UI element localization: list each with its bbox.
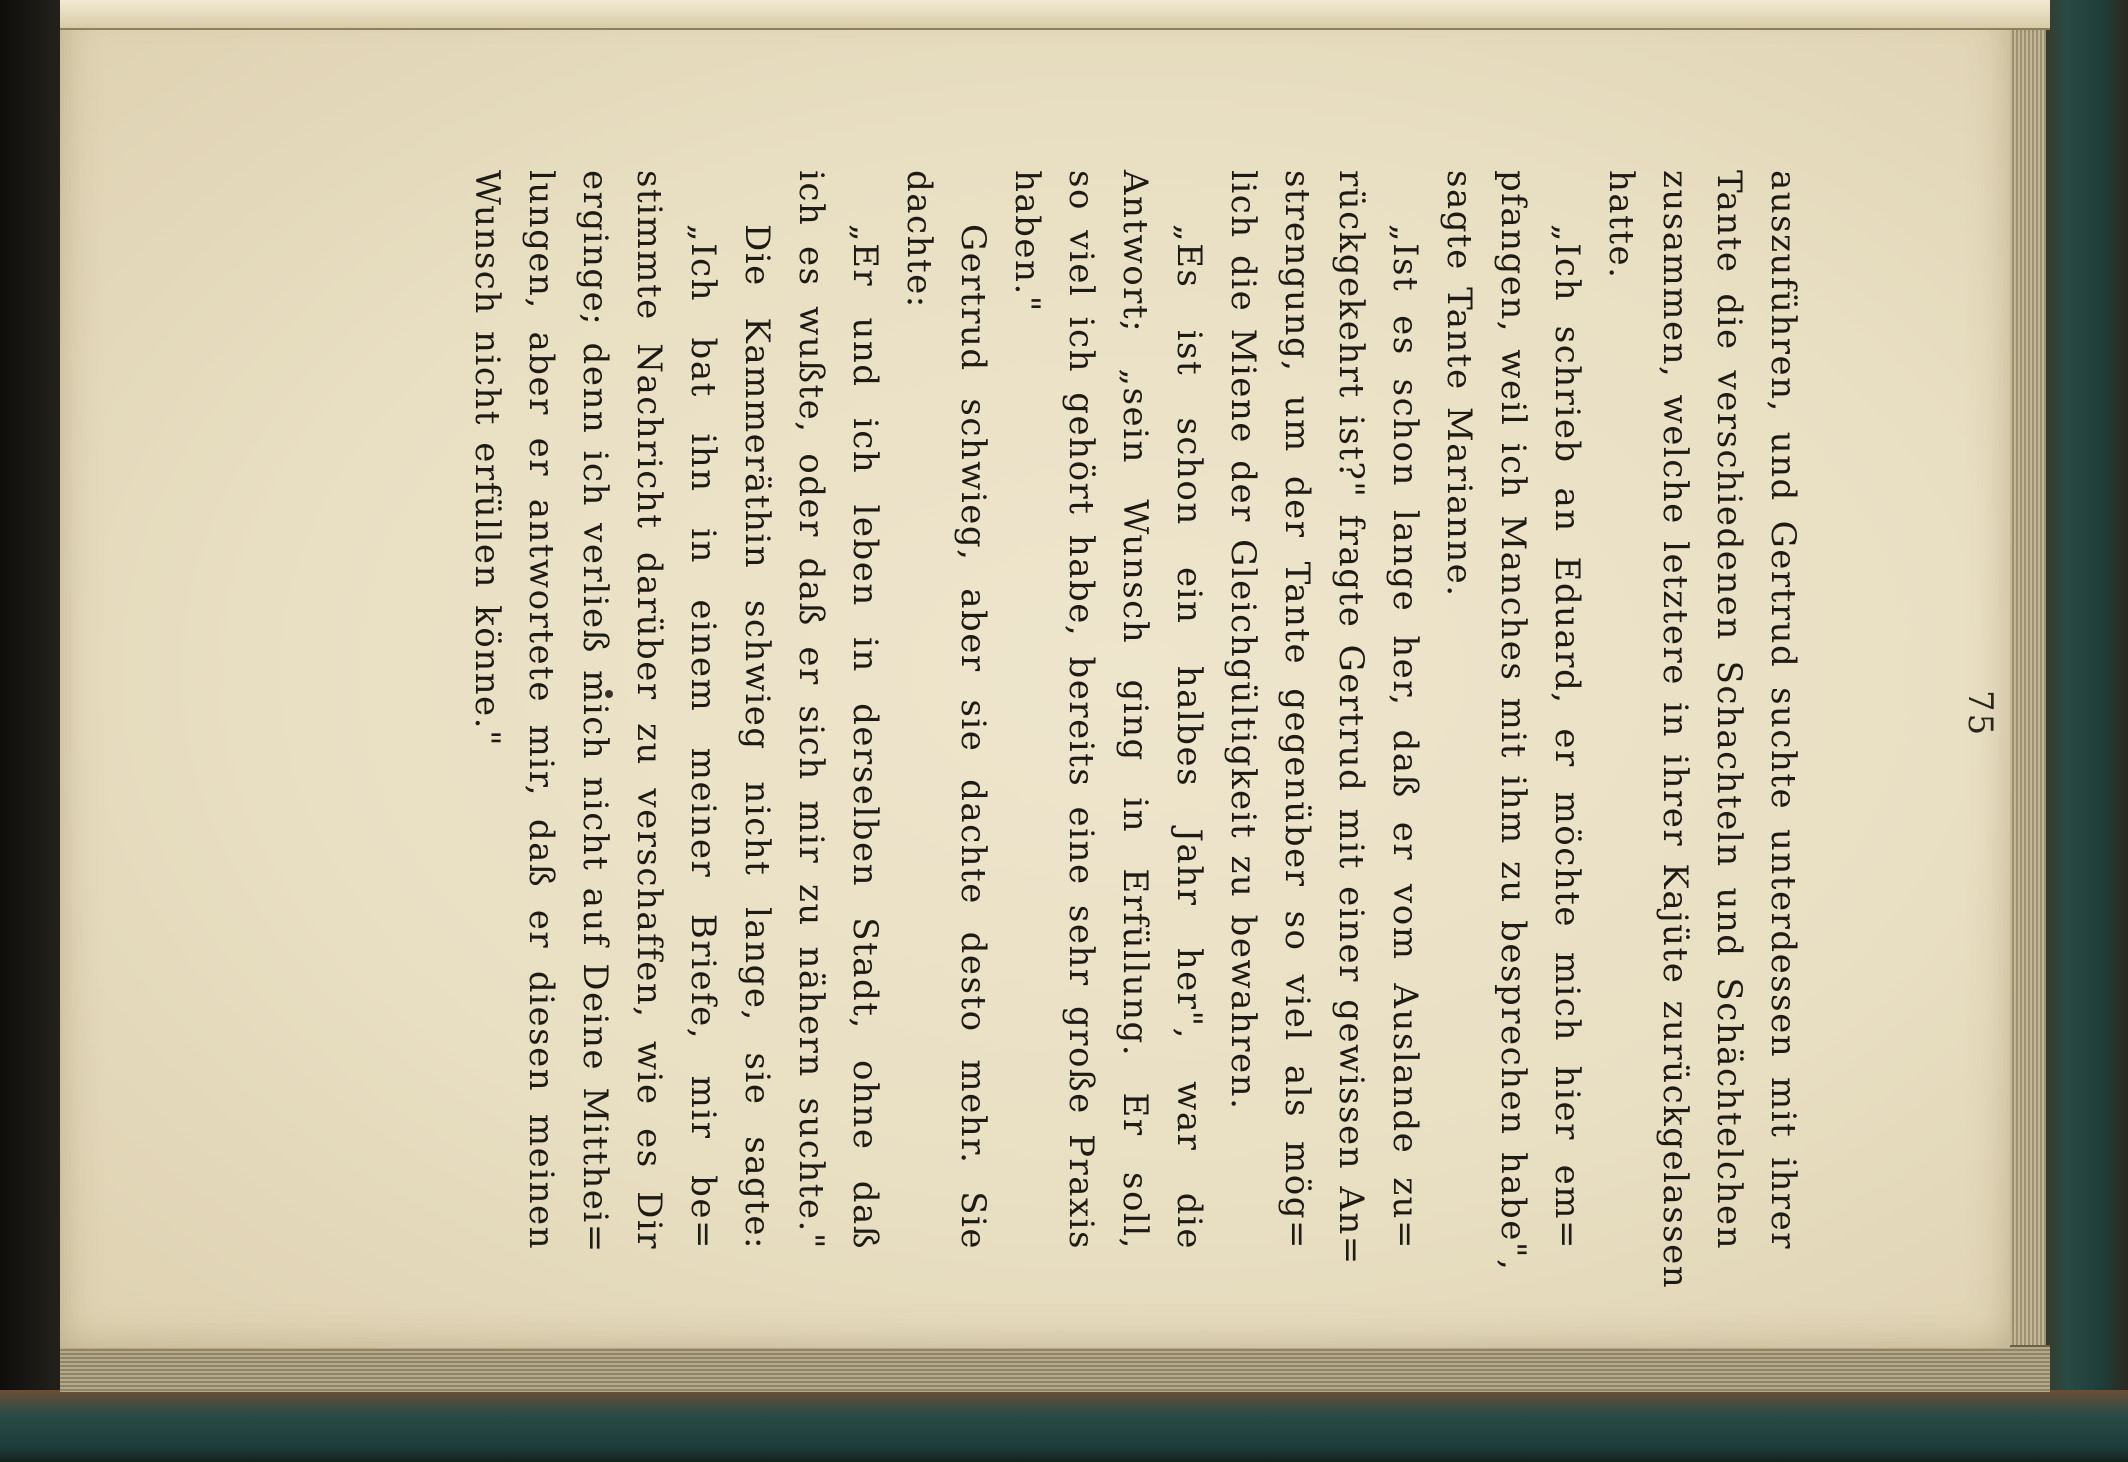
text-line: Gertrud schwieg, aber sie dachte desto mehr. Sie <box>953 224 993 1250</box>
text-line: erginge; denn ich verließ mich nicht auf Deine Mitthei= <box>575 170 615 1254</box>
page-text-block <box>460 170 1810 1290</box>
page-number: 75 <box>1960 690 2000 738</box>
text-line: strengung, um der Tante gegenüber so viel als mög= <box>1277 170 1317 1250</box>
text-line: „Ich bat ihn in einem meiner Briefe, mir be= <box>683 224 723 1250</box>
text-line: haben." <box>1007 170 1047 313</box>
book-cover-bottom <box>0 1390 2128 1462</box>
text-line: lungen, aber er antwortete mir, daß er diesen meinen <box>521 170 561 1250</box>
previous-page-edge <box>60 0 2050 30</box>
page-edges-right <box>2010 30 2046 1370</box>
text-line: „Es ist schon ein halbes Jahr her", war die <box>1169 224 1209 1250</box>
text-line: dachte: <box>899 170 939 309</box>
text-line: stimmte Nachricht darüber zu verschaffen, wie es Dir <box>629 170 669 1250</box>
text-line: „Ist es schon lange her, daß er vom Auslande zu= <box>1385 224 1425 1250</box>
book-cover-left <box>0 0 60 1462</box>
text-line: auszuführen, und Gertrud suchte unterdessen mit ihrer <box>1763 170 1803 1250</box>
text-line: pfangen, weil ich Manches mit ihm zu besprechen habe", <box>1493 170 1533 1272</box>
text-line: Wunsch nicht erfüllen könne." <box>467 170 507 748</box>
text-line: Antwort; „sein Wunsch ging in Erfüllung. Er soll, <box>1115 170 1155 1250</box>
page-edges-bottom <box>60 1345 2050 1392</box>
text-line: Tante die verschiedenen Schachteln und Schächtelchen <box>1709 170 1749 1250</box>
book-cover-right <box>2040 0 2128 1462</box>
text-line: sagte Tante Marianne. <box>1439 170 1479 598</box>
text-line: „Ich schrieb an Eduard, er möchte mich hier em= <box>1547 224 1587 1250</box>
text-line: lich die Miene der Gleichgültigkeit zu bewahren. <box>1223 170 1263 1111</box>
text-line: so viel ich gehört habe, bereits eine sehr große Praxis <box>1061 170 1101 1250</box>
text-line: „Er und ich leben in derselben Stadt, ohne daß <box>845 224 885 1250</box>
text-line: zusammen, welche letztere in ihrer Kajüte zurückgelassen <box>1655 170 1695 1290</box>
text-line: Die Kammeräthin schwieg nicht lange, sie sagte: <box>737 224 777 1250</box>
text-line: ich es wußte, oder daß er sich mir zu nähern suchte." <box>791 170 831 1250</box>
text-line: rückgekehrt ist?" fragte Gertrud mit einer gewissen An= <box>1331 170 1371 1266</box>
text-line: hatte. <box>1601 170 1641 280</box>
